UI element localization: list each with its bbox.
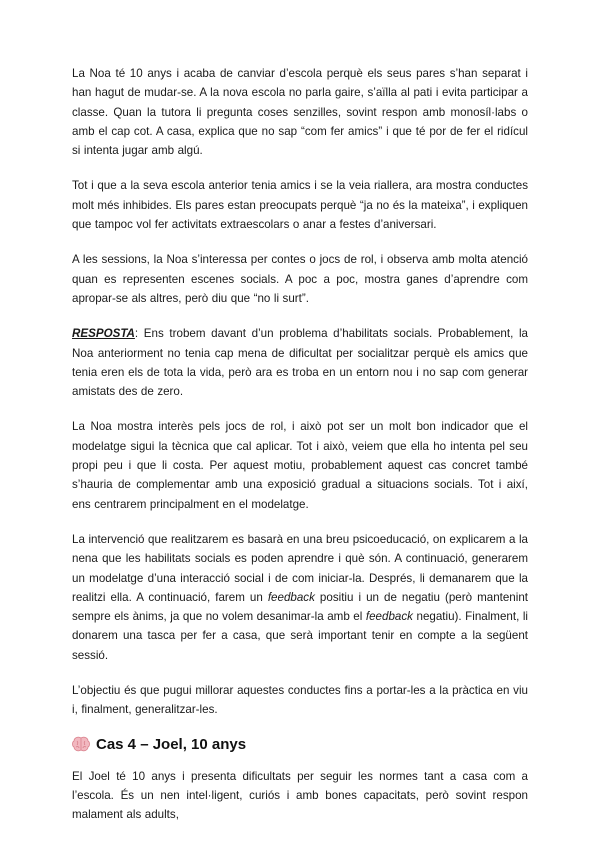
- paragraph-objective: L’objectiu és que pugui millorar aquestes conductes fins a portar-les a la pràctica en viu i, finalment, generalitzar-les.: [72, 684, 528, 717]
- intervention-text-c: negatiu). Finalment, li donarem una tasca per fer a casa, que serà important tenir en compte a la següent sessió.: [72, 610, 528, 662]
- paragraph-joel-intro: El Joel té 10 anys i presenta dificultats per seguir les normes tant a casa com a l’escola. És un nen intel·ligent, curiós i amb bones capacitats, però sovint respon malament als adults,: [72, 769, 528, 822]
- paragraph-noa-behaviour: Tot i que a la seva escola anterior tenia amics i se la veia riallera, ara mostra conductes molt més inhibides. Els pares estan preocupats perquè “ja no és la mateixa”, i expliquen que tampoc vol fer activitats extraescolars o anar a festes d’aniversari.: [72, 179, 528, 232]
- document-body: [72, 64, 528, 841]
- feedback-term-2: feedback: [365, 610, 413, 624]
- resposta-text: : Ens trobem davant d’un problema d’habilitats socials. Probablement, la Noa anteriorment no tenia cap mena de dificultat per socialitzar perquè els amics que tenia eren els de tota la vida, però ara es troba en un entorn nou i no sap com generar amistats des de zero.: [72, 327, 528, 399]
- intervention-text-a: La intervenció que realitzarem es basarà en una breu psicoeducació, on explicarem a la nena que les habilitats socials es poden aprendre i què són. A continuació, generarem un modelatge d’una interacció social i de com iniciar-la. Després, li demanarem que la realitzi ella. A continuació, farem un: [72, 532, 528, 604]
- feedback-term-1: feedback: [267, 590, 315, 604]
- paragraph-noa-intro: La Noa té 10 anys i acaba de canviar d’escola perquè els seus pares s’han separat i han hagut de mudar-se. A la nova escola no parla gaire, s’aïlla al pati i evita participar a classe. Quan la tutora li pregunta coses senzilles, sovint respon amb monosíl·labs o amb el cap cot. A casa, explica que no sap “com fer amics” i que té por de fer el ridícul si intenta jugar amb algú.: [72, 67, 528, 158]
- brain-icon: [72, 736, 90, 752]
- paragraph-intervention: [72, 530, 528, 665]
- case-4-title: Cas 4 – Joel, 10 anys: [96, 735, 247, 753]
- resposta-label: RESPOSTA: [72, 327, 135, 341]
- paragraph-noa-sessions: A les sessions, la Noa s’interessa per contes o jocs de rol, i observa amb molta atenció quan es representen escenes socials. A poc a poc, mostra ganes d’aprendre com apropar-se als altres, però diu que “no li surt”.: [72, 253, 528, 305]
- case-4-heading: [72, 736, 528, 753]
- paragraph-modelatge: La Noa mostra interès pels jocs de rol, i això pot ser un molt bon indicador que el modelatge sigui la tècnica que cal aplicar. Tot i això, veiem que ella ho intenta pel seu propi peu i que li costa. Per aquest motiu, probablement aquest cas concret també s’hauria de complementar amb una exposició gradual a situacions socials. Tot i així, ens centrarem principalment en el modelatge.: [72, 420, 528, 511]
- paragraph-resposta: [72, 324, 528, 401]
- intervention-text-b: positiu i un de negatiu (però mantenint sempre els ànims, ja que no volem desanimar-la amb el: [72, 590, 529, 624]
